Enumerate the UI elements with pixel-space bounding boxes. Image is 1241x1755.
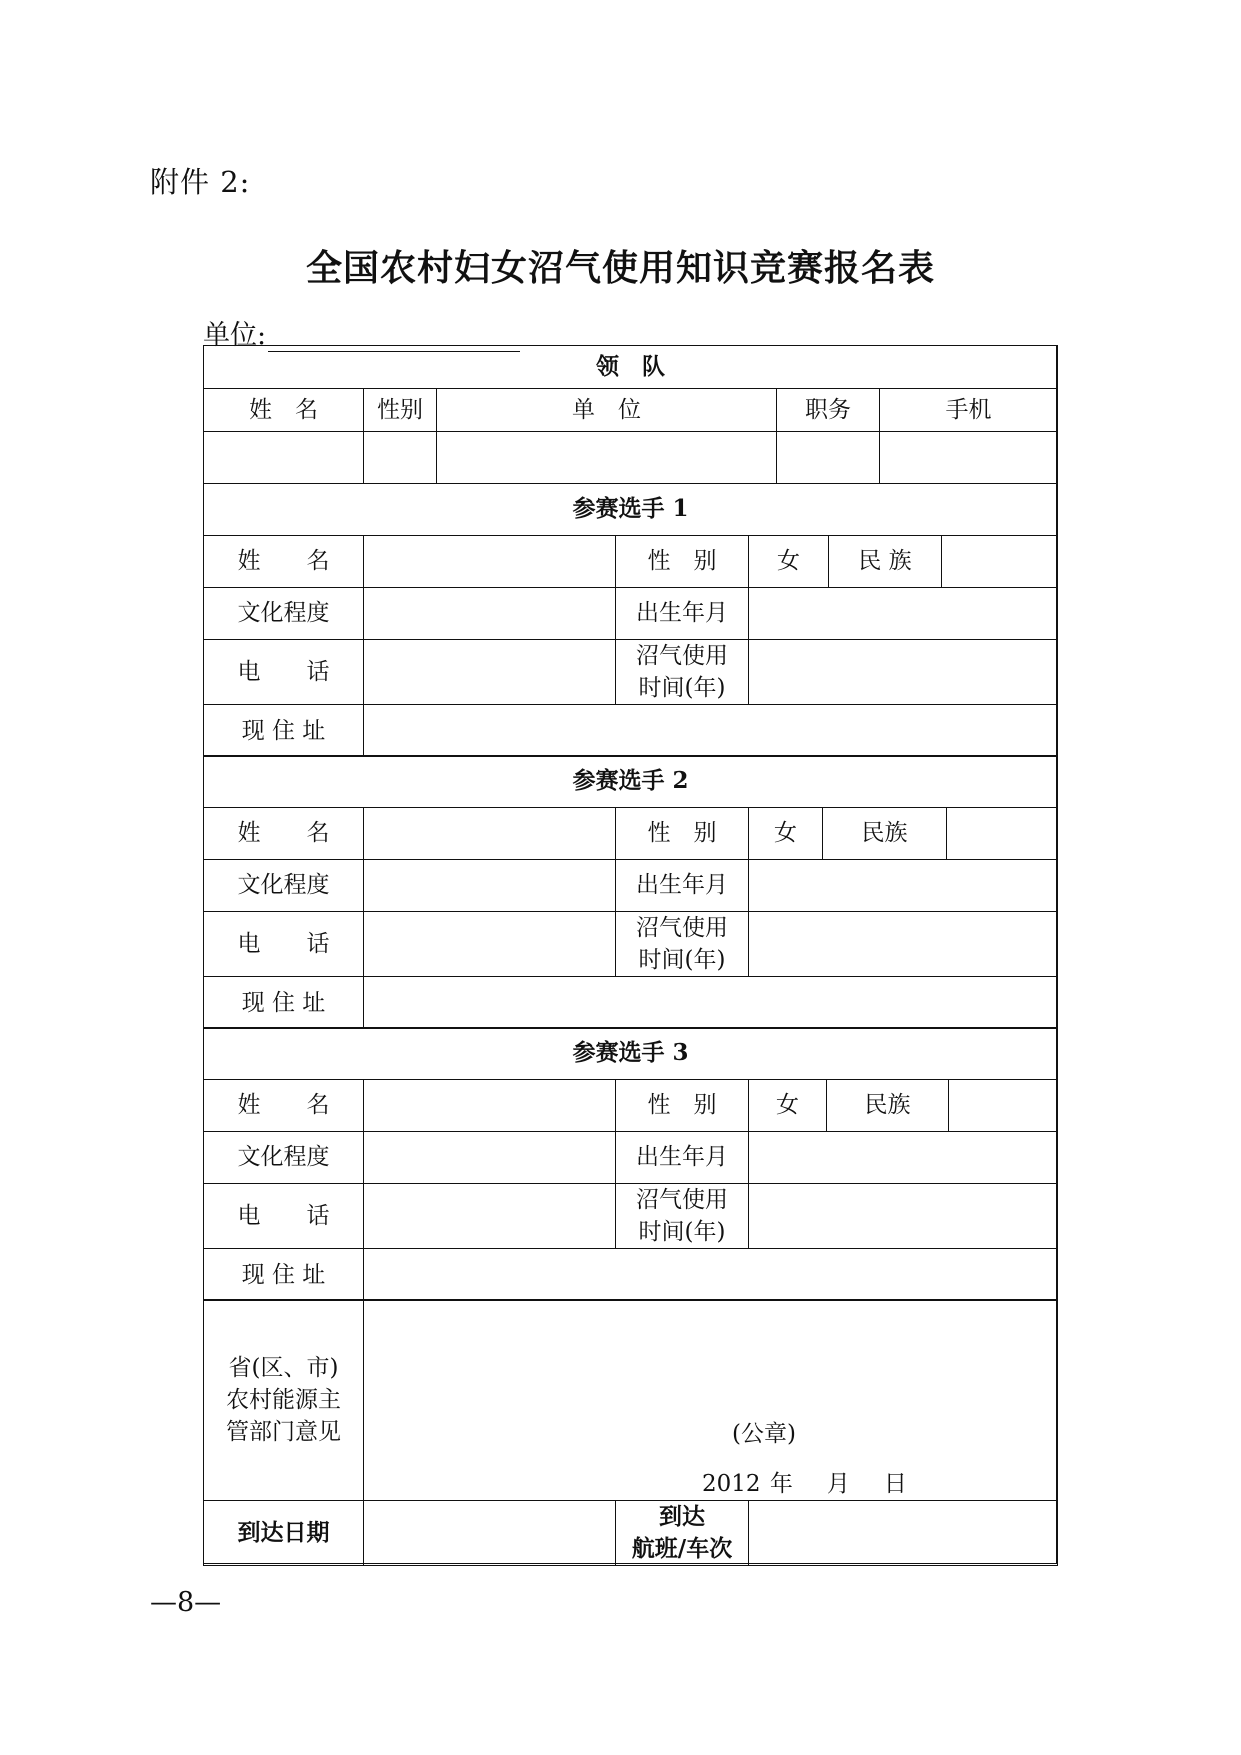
leader-col-position: 职务 bbox=[777, 389, 880, 432]
player-2-gender-value: 女 bbox=[749, 808, 823, 860]
player-1-phone-cell[interactable] bbox=[364, 640, 616, 705]
opinion-date-month: 月 bbox=[826, 1471, 850, 1497]
player-2-name-label: 姓 名 bbox=[204, 808, 364, 860]
player-3-birth-cell[interactable] bbox=[749, 1132, 1058, 1184]
player-1-name-label: 姓 名 bbox=[204, 536, 364, 588]
arrival-date-cell[interactable] bbox=[364, 1501, 616, 1566]
player-1-name-cell[interactable] bbox=[364, 536, 616, 588]
leader-name-cell[interactable] bbox=[204, 432, 364, 484]
player-1-phone-label: 电 话 bbox=[204, 640, 364, 705]
attachment-label: 附件 2: bbox=[150, 165, 251, 199]
arrival-flight-line-1: 到达 bbox=[659, 1503, 705, 1530]
player-2-phone-cell[interactable] bbox=[364, 912, 616, 977]
player-3-name-label: 姓 名 bbox=[204, 1080, 364, 1132]
player-1-education-cell[interactable] bbox=[364, 588, 616, 640]
player-1-table bbox=[203, 483, 1058, 757]
player-2-biogas-label bbox=[616, 912, 749, 977]
player-1-biogas-line-2: 时间(年) bbox=[638, 675, 726, 702]
opinion-date-year: 2012 年 bbox=[702, 1471, 793, 1497]
player-3-address-label: 现 住 址 bbox=[204, 1249, 364, 1301]
player-3-name-cell[interactable] bbox=[364, 1080, 616, 1132]
player-3-biogas-line-1: 沼气使用 bbox=[636, 1187, 728, 1213]
player-1-ethnicity-cell[interactable] bbox=[942, 536, 1058, 588]
opinion-date-day: 日 bbox=[883, 1471, 907, 1497]
player-3-address-cell[interactable] bbox=[364, 1249, 1058, 1301]
player-1-ethnicity-label: 民 族 bbox=[829, 536, 942, 588]
player-2-table bbox=[203, 755, 1058, 1029]
opinion-label-line-2: 农村能源主 bbox=[226, 1386, 341, 1413]
official-seal-label: (公章) bbox=[732, 1421, 796, 1447]
opinion-table bbox=[203, 1299, 1058, 1566]
leader-gender-cell[interactable] bbox=[364, 432, 437, 484]
player-3-gender-value: 女 bbox=[749, 1080, 827, 1132]
player-3-gender-label: 性 别 bbox=[616, 1080, 749, 1132]
player-2-education-label: 文化程度 bbox=[204, 860, 364, 912]
player-2-biogas-line-2: 时间(年) bbox=[638, 947, 726, 974]
leader-col-name: 姓 名 bbox=[204, 389, 364, 432]
player-3-biogas-cell[interactable] bbox=[749, 1184, 1058, 1249]
player-1-biogas-label bbox=[616, 640, 749, 705]
page-number: —8— bbox=[150, 1587, 222, 1618]
player-2-name-cell[interactable] bbox=[364, 808, 616, 860]
player-1-education-label: 文化程度 bbox=[204, 588, 364, 640]
player-3-heading: 参赛选手 3 bbox=[204, 1028, 1058, 1080]
player-3-biogas-label bbox=[616, 1184, 749, 1249]
player-2-ethnicity-label: 民族 bbox=[823, 808, 947, 860]
player-3-biogas-line-2: 时间(年) bbox=[638, 1219, 726, 1246]
opinion-label bbox=[204, 1300, 364, 1501]
player-1-address-label: 现 住 址 bbox=[204, 705, 364, 757]
player-2-biogas-cell[interactable] bbox=[749, 912, 1058, 977]
leader-heading: 领 队 bbox=[204, 346, 1058, 389]
leader-col-unit: 单 位 bbox=[437, 389, 777, 432]
player-3-table bbox=[203, 1027, 1058, 1301]
player-1-biogas-cell[interactable] bbox=[749, 640, 1058, 705]
player-1-address-cell[interactable] bbox=[364, 705, 1058, 757]
player-2-address-label: 现 住 址 bbox=[204, 977, 364, 1029]
player-2-phone-label: 电 话 bbox=[204, 912, 364, 977]
player-1-gender-label: 性 别 bbox=[616, 536, 749, 588]
arrival-flight-cell[interactable] bbox=[749, 1501, 1058, 1566]
leader-unit-cell[interactable] bbox=[437, 432, 777, 484]
player-2-gender-label: 性 别 bbox=[616, 808, 749, 860]
player-1-biogas-line-1: 沼气使用 bbox=[636, 643, 728, 669]
leader-mobile-cell[interactable] bbox=[880, 432, 1058, 484]
player-3-ethnicity-label: 民族 bbox=[827, 1080, 949, 1132]
leader-col-gender: 性别 bbox=[364, 389, 437, 432]
leader-col-mobile: 手机 bbox=[880, 389, 1058, 432]
player-1-birth-label: 出生年月 bbox=[616, 588, 749, 640]
leader-position-cell[interactable] bbox=[777, 432, 880, 484]
player-1-birth-cell[interactable] bbox=[749, 588, 1058, 640]
player-3-phone-cell[interactable] bbox=[364, 1184, 616, 1249]
player-1-gender-value: 女 bbox=[749, 536, 829, 588]
arrival-flight-label bbox=[616, 1501, 749, 1566]
player-3-phone-label: 电 话 bbox=[204, 1184, 364, 1249]
arrival-date-label: 到达日期 bbox=[204, 1501, 364, 1566]
player-3-birth-label: 出生年月 bbox=[616, 1132, 749, 1184]
player-1-heading: 参赛选手 1 bbox=[204, 484, 1058, 536]
opinion-label-line-1: 省(区、市) bbox=[228, 1354, 339, 1381]
form-title: 全国农村妇女沼气使用知识竞赛报名表 bbox=[305, 247, 935, 289]
player-2-address-cell[interactable] bbox=[364, 977, 1058, 1029]
player-3-ethnicity-cell[interactable] bbox=[949, 1080, 1058, 1132]
player-3-education-label: 文化程度 bbox=[204, 1132, 364, 1184]
unit-label: 单位: bbox=[203, 320, 267, 351]
player-2-ethnicity-cell[interactable] bbox=[947, 808, 1058, 860]
player-2-biogas-line-1: 沼气使用 bbox=[636, 915, 728, 941]
player-2-birth-cell[interactable] bbox=[749, 860, 1058, 912]
player-2-education-cell[interactable] bbox=[364, 860, 616, 912]
leader-table bbox=[203, 345, 1058, 484]
player-3-education-cell[interactable] bbox=[364, 1132, 616, 1184]
opinion-date bbox=[702, 1465, 941, 1498]
arrival-flight-line-2: 航班/车次 bbox=[631, 1535, 733, 1563]
opinion-label-line-3: 管部门意见 bbox=[226, 1419, 341, 1446]
player-2-heading: 参赛选手 2 bbox=[204, 756, 1058, 808]
player-2-birth-label: 出生年月 bbox=[616, 860, 749, 912]
